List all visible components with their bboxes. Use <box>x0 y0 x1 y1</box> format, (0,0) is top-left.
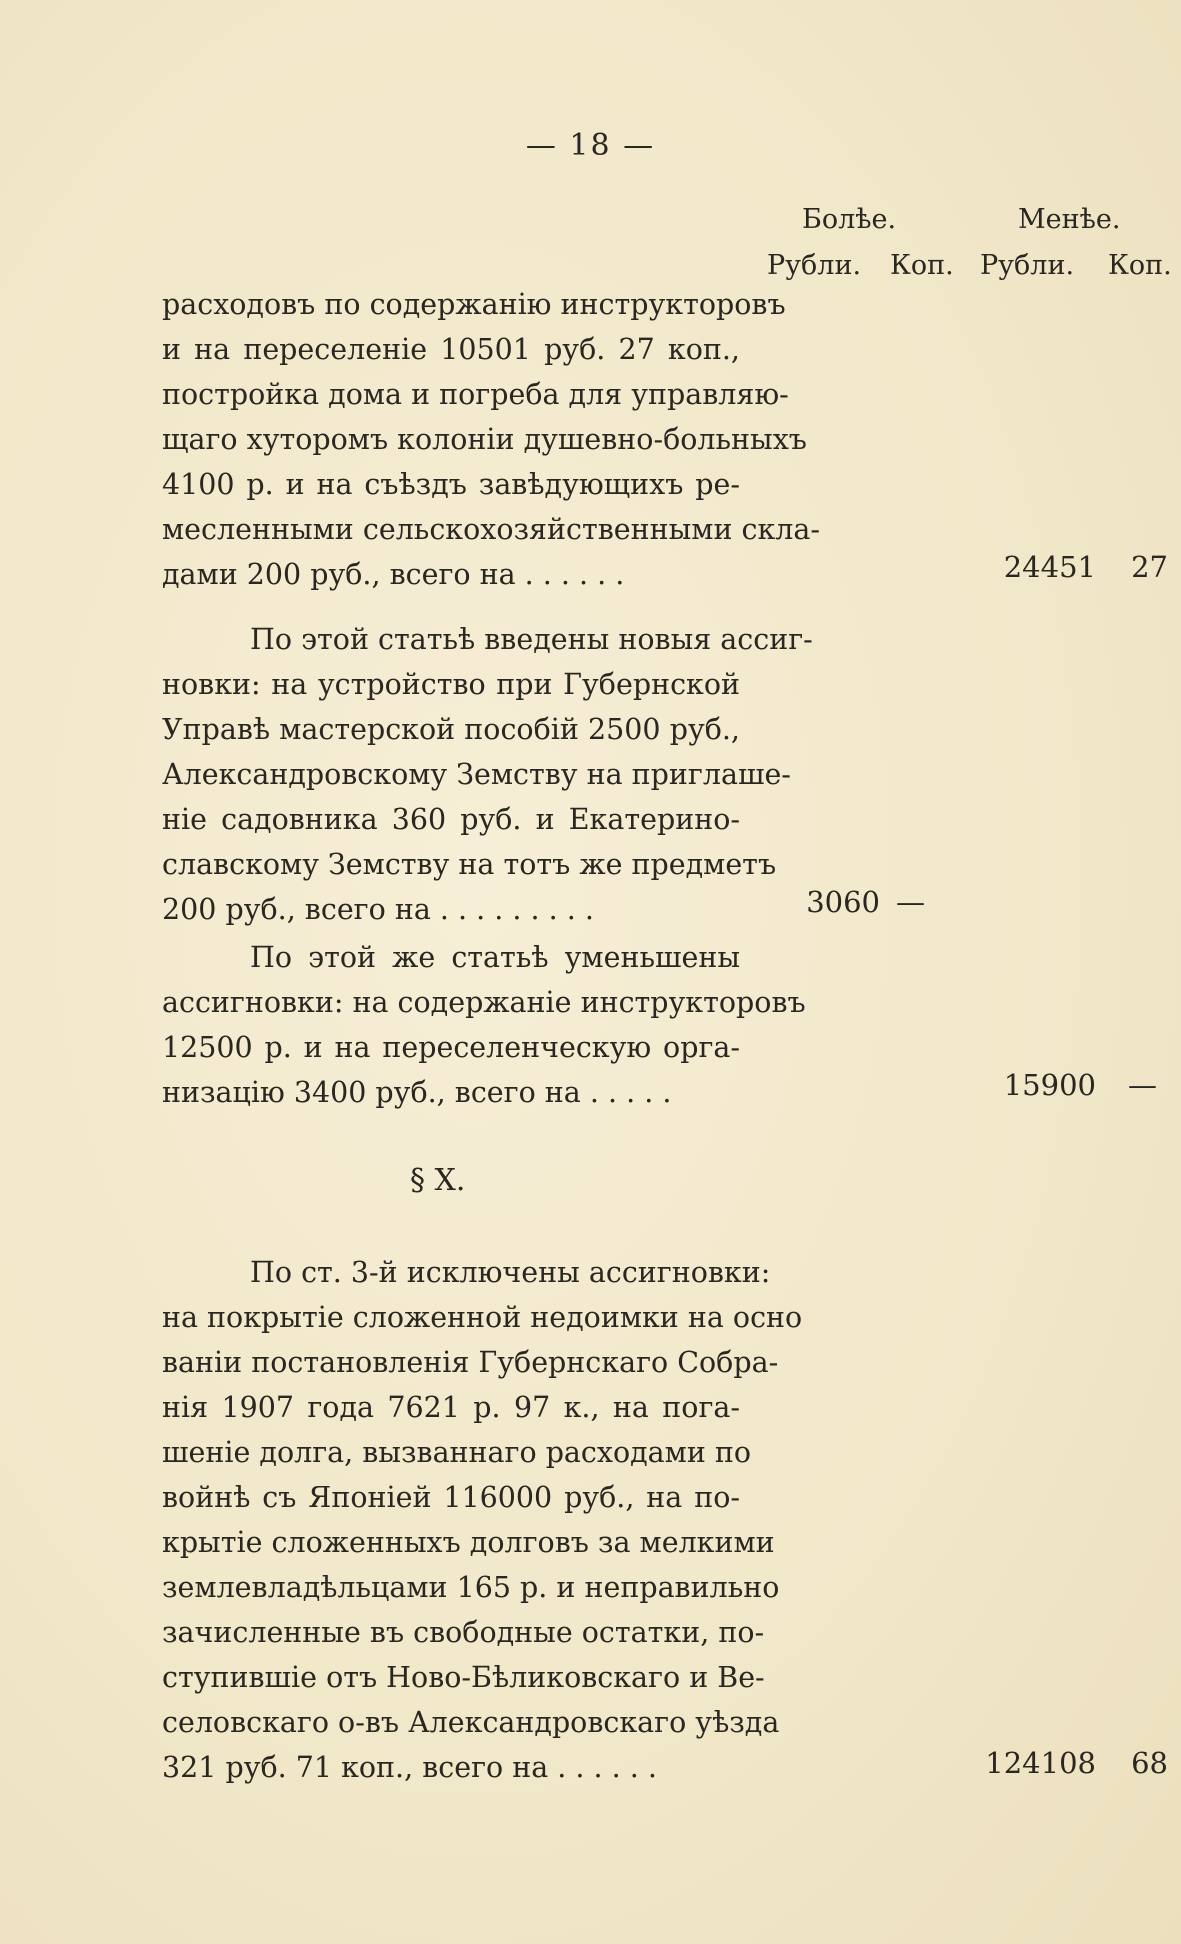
text-line: расходовъ по содержанію инструкторовъ <box>162 288 786 321</box>
text-line: ваніи постановленія Губернскаго Собра- <box>162 1346 779 1379</box>
text-line: войнѣ съ Японіей 116000 руб., на по- <box>162 1481 740 1514</box>
text-line: щаго хуторомъ колоніи душевно-больныхъ <box>162 423 807 456</box>
text-line: нія 1907 года 7621 р. 97 к., на пога- <box>162 1391 740 1424</box>
amount-more-kop-2: — <box>896 885 925 919</box>
text-line: Управѣ мастерской пособій 2500 руб., <box>162 713 740 746</box>
text-line: ступившіе отъ Ново-Бѣликовскаго и Ве- <box>162 1661 765 1694</box>
section-heading: § X. <box>410 1163 466 1198</box>
amount-less-kop-3: — <box>1128 1068 1157 1102</box>
text-line: ассигновки: на содержаніе инструкторовъ <box>162 986 806 1019</box>
column-header-kop-less: Коп. <box>1108 250 1172 281</box>
text-line: 321 руб. 71 коп., всего на . . . . . . <box>162 1751 657 1784</box>
text-line: 12500 р. и на переселенческую орга- <box>162 1031 740 1064</box>
text-line: Александровскому Земству на приглаше- <box>162 758 791 791</box>
text-line: и на переселеніе 10501 руб. 27 коп., <box>162 333 740 366</box>
column-header-rubles-more: Рубли. <box>767 250 862 281</box>
text-line: зачисленные въ свободные остатки, по- <box>162 1616 765 1649</box>
paragraph-excluded-assignments <box>162 1250 803 1790</box>
page-number: — 18 — <box>525 128 656 163</box>
paragraph-expenses-instructors <box>162 282 821 597</box>
text-line: славскому Земству на тотъ же предметъ <box>162 848 777 881</box>
column-header-kop-more: Коп. <box>890 250 954 281</box>
paragraph-reduced-assignments <box>162 935 806 1115</box>
column-header-rubles-less: Рубли. <box>980 250 1075 281</box>
column-header-more: Болѣе. <box>802 204 897 235</box>
text-line: По этой статьѣ введены новыя ассиг- <box>250 623 813 656</box>
text-line: на покрытіе сложенной недоимки на осно <box>162 1301 803 1334</box>
amount-more-rubles-2: 3060 <box>806 885 880 919</box>
text-line: месленными сельскохозяйственными скла- <box>162 513 821 546</box>
text-line: дами 200 руб., всего на . . . . . . <box>162 558 625 591</box>
text-line: постройка дома и погреба для управляю- <box>162 378 789 411</box>
text-line: 4100 р. и на съѣздъ завѣдующихъ ре- <box>162 468 740 501</box>
text-line: землевладѣльцами 165 р. и неправильно <box>162 1571 780 1604</box>
amount-less-rubles-3: 15900 <box>1003 1068 1096 1102</box>
text-line: крытіе сложенныхъ долговъ за мелкими <box>162 1526 775 1559</box>
paragraph-new-assignments <box>162 617 813 932</box>
text-line: шеніе долга, вызваннаго расходами по <box>162 1436 752 1469</box>
amount-less-rubles-4: 124108 <box>985 1746 1096 1780</box>
text-line: низацію 3400 руб., всего на . . . . . <box>162 1076 672 1109</box>
text-line: 200 руб., всего на . . . . . . . . . <box>162 893 594 926</box>
text-line: новки: на устройство при Губернской <box>162 668 740 701</box>
text-line: По ст. 3-й исключены ассигновки: <box>250 1256 771 1289</box>
text-line: ніе садовника 360 руб. и Екатерино- <box>162 803 740 836</box>
amount-less-kop-4: 68 <box>1131 1746 1168 1780</box>
text-line: По этой же статьѣ уменьшены <box>250 941 740 974</box>
amount-less-kop-1: 27 <box>1131 550 1168 584</box>
amount-less-rubles-1: 24451 <box>1003 550 1096 584</box>
column-header-less: Менѣе. <box>1018 204 1121 235</box>
text-line: селовскаго о-въ Александровскаго уѣзда <box>162 1706 780 1739</box>
